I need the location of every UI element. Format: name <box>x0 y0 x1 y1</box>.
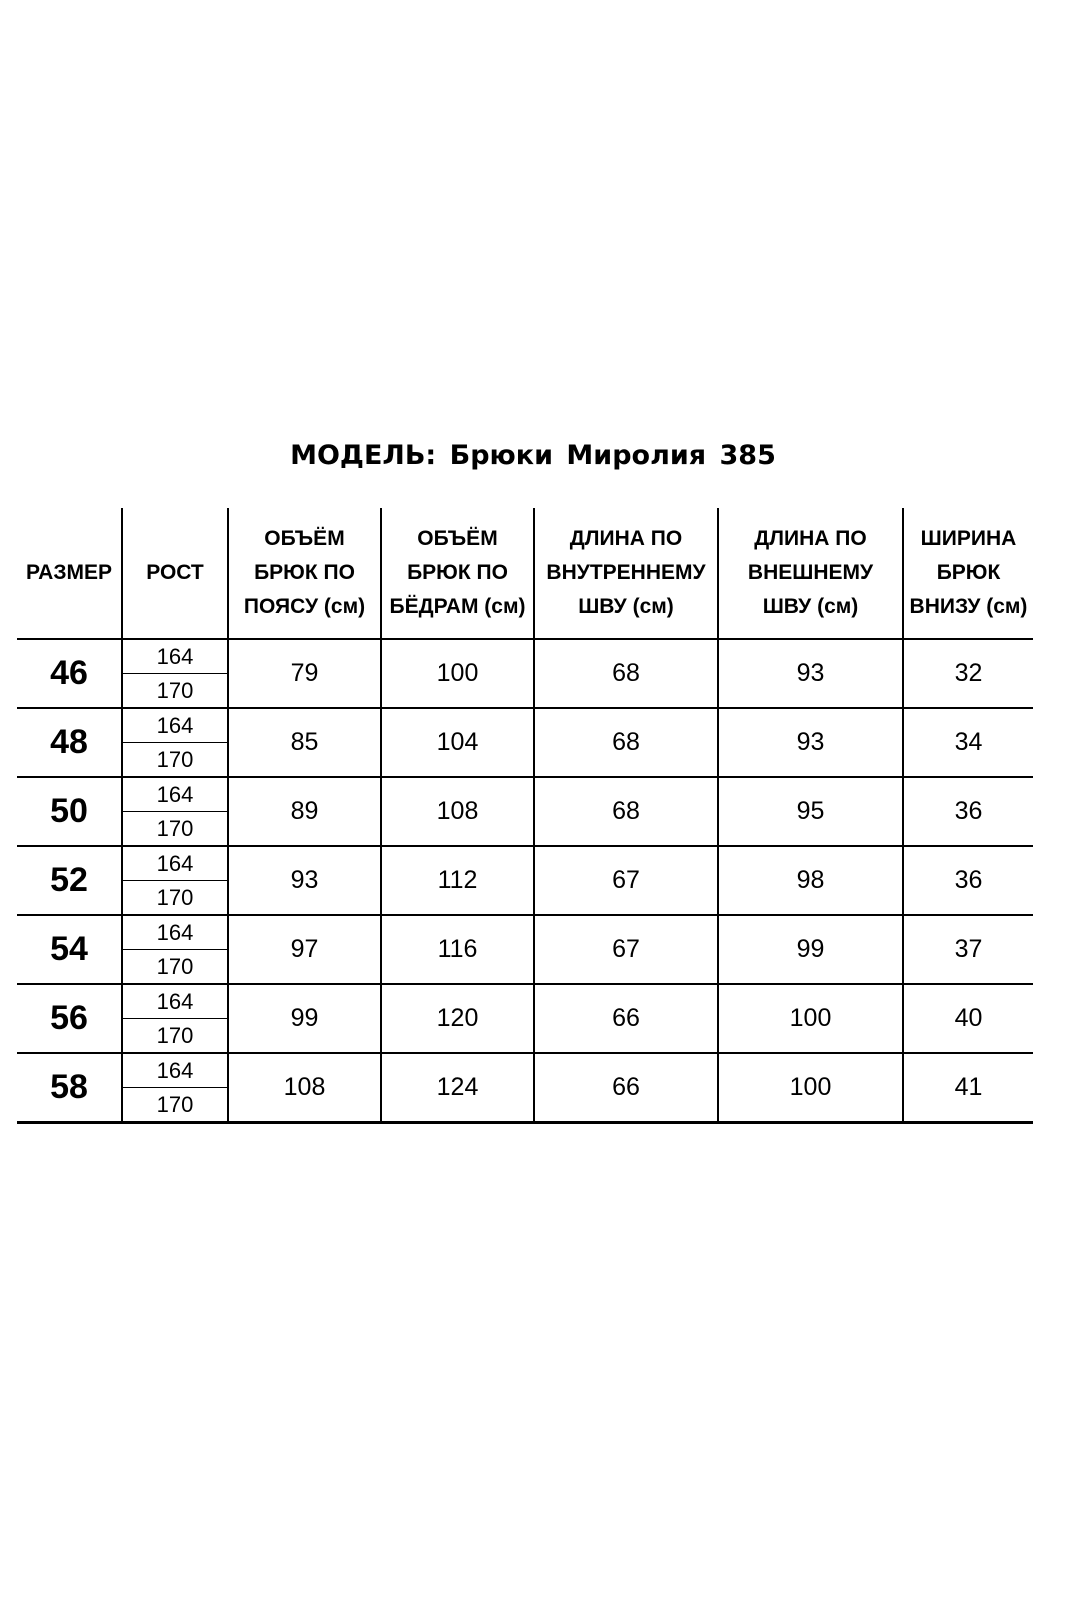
inseam-value: 67 <box>534 915 718 984</box>
size-value: 56 <box>17 984 122 1053</box>
table-row <box>17 708 1033 743</box>
outseam-value: 93 <box>718 708 903 777</box>
height-value: 170 <box>122 1088 228 1123</box>
size-value: 46 <box>17 639 122 708</box>
hem-width-value: 37 <box>903 915 1033 984</box>
header-hips: ОБЪЁМ БРЮК ПО БЁДРАМ (см) <box>381 508 534 639</box>
outseam-value: 93 <box>718 639 903 708</box>
inseam-value: 66 <box>534 984 718 1053</box>
page-title: МОДЕЛЬ: Брюки Миролия 385 <box>290 440 776 471</box>
header-inseam: ДЛИНА ПО ВНУТРЕННЕМУ ШВУ (см) <box>534 508 718 639</box>
outseam-value: 100 <box>718 984 903 1053</box>
hips-value: 124 <box>381 1053 534 1123</box>
header-height: РОСТ <box>122 508 228 639</box>
inseam-value: 68 <box>534 639 718 708</box>
waist-value: 108 <box>228 1053 381 1123</box>
height-value: 170 <box>122 812 228 847</box>
hips-value: 100 <box>381 639 534 708</box>
inseam-value: 68 <box>534 777 718 846</box>
height-value: 164 <box>122 984 228 1019</box>
height-value: 164 <box>122 846 228 881</box>
table-row <box>17 915 1033 950</box>
hips-value: 116 <box>381 915 534 984</box>
height-value: 164 <box>122 708 228 743</box>
height-value: 164 <box>122 1053 228 1088</box>
table-row <box>17 1053 1033 1088</box>
table-row <box>17 639 1033 674</box>
height-value: 170 <box>122 881 228 916</box>
table-row <box>17 777 1033 812</box>
waist-value: 79 <box>228 639 381 708</box>
header-row <box>17 508 1033 639</box>
table-row <box>17 846 1033 881</box>
hem-width-value: 36 <box>903 846 1033 915</box>
height-value: 164 <box>122 915 228 950</box>
waist-value: 99 <box>228 984 381 1053</box>
hips-value: 112 <box>381 846 534 915</box>
waist-value: 93 <box>228 846 381 915</box>
waist-value: 85 <box>228 708 381 777</box>
header-size: РАЗМЕР <box>17 508 122 639</box>
hips-value: 108 <box>381 777 534 846</box>
hem-width-value: 34 <box>903 708 1033 777</box>
size-value: 58 <box>17 1053 122 1123</box>
size-value: 48 <box>17 708 122 777</box>
hem-width-value: 32 <box>903 639 1033 708</box>
waist-value: 89 <box>228 777 381 846</box>
height-value: 170 <box>122 1019 228 1054</box>
size-value: 50 <box>17 777 122 846</box>
header-outseam: ДЛИНА ПО ВНЕШНЕМУ ШВУ (см) <box>718 508 903 639</box>
size-value: 52 <box>17 846 122 915</box>
outseam-value: 95 <box>718 777 903 846</box>
outseam-value: 99 <box>718 915 903 984</box>
hem-width-value: 41 <box>903 1053 1033 1123</box>
hem-width-value: 36 <box>903 777 1033 846</box>
height-value: 170 <box>122 674 228 709</box>
height-value: 170 <box>122 743 228 778</box>
size-value: 54 <box>17 915 122 984</box>
waist-value: 97 <box>228 915 381 984</box>
outseam-value: 100 <box>718 1053 903 1123</box>
inseam-value: 67 <box>534 846 718 915</box>
height-value: 164 <box>122 639 228 674</box>
hips-value: 120 <box>381 984 534 1053</box>
inseam-value: 66 <box>534 1053 718 1123</box>
header-waist: ОБЪЁМ БРЮК ПО ПОЯСУ (см) <box>228 508 381 639</box>
header-hem-width: ШИРИНА БРЮК ВНИЗУ (см) <box>903 508 1033 639</box>
inseam-value: 68 <box>534 708 718 777</box>
size-chart-table <box>17 508 1033 1124</box>
hips-value: 104 <box>381 708 534 777</box>
height-value: 170 <box>122 950 228 985</box>
height-value: 164 <box>122 777 228 812</box>
outseam-value: 98 <box>718 846 903 915</box>
table-row <box>17 984 1033 1019</box>
hem-width-value: 40 <box>903 984 1033 1053</box>
